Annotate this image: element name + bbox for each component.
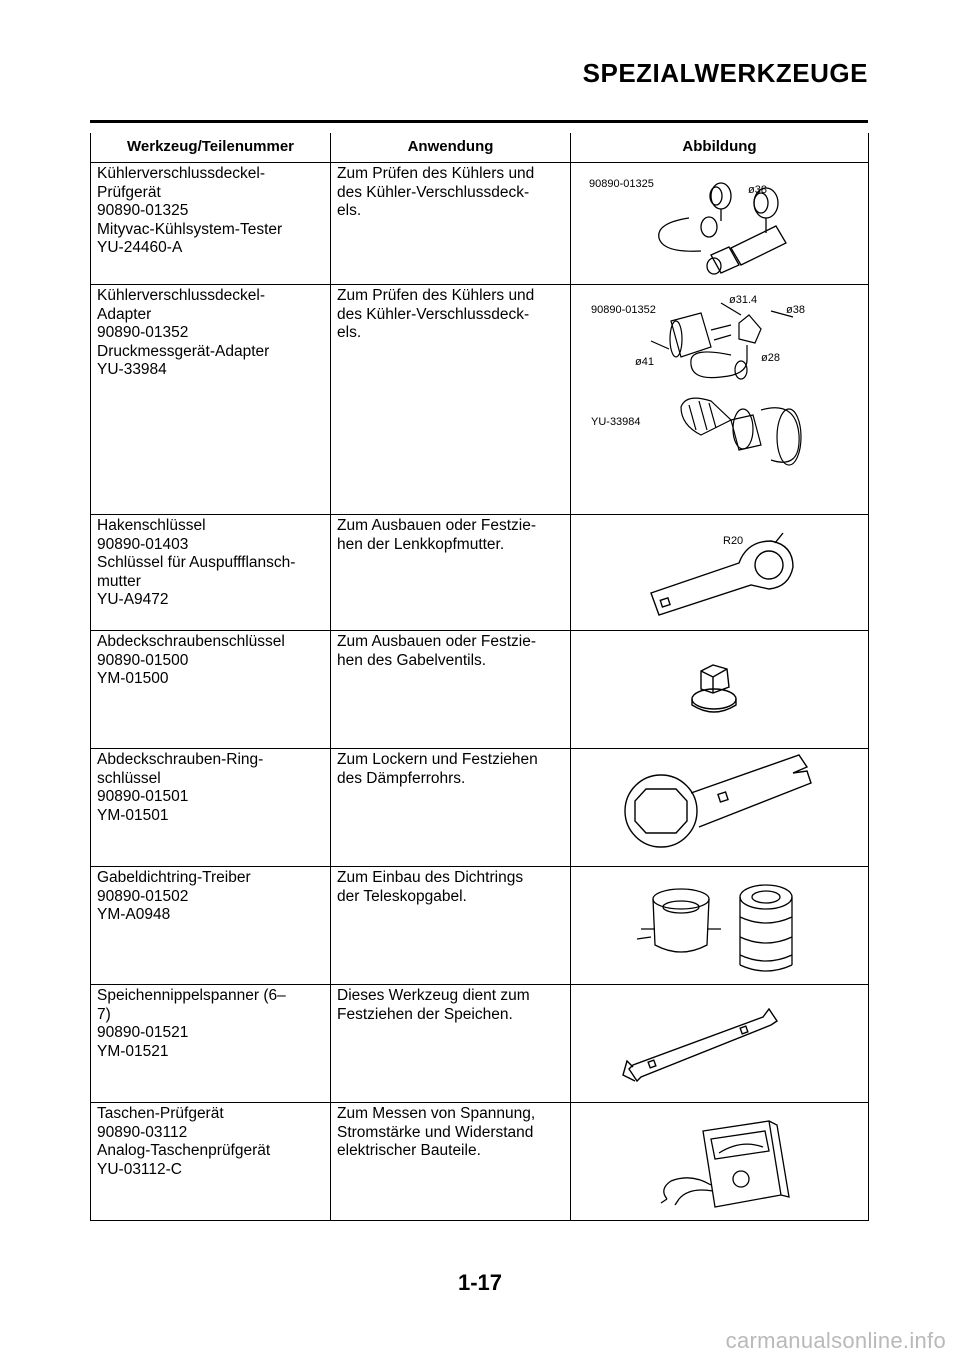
- column-header-figure: Abbildung: [571, 133, 869, 163]
- table-row: [91, 515, 869, 631]
- use-cell: Zum Lockern und Festziehen des Dämpferrohrs.: [331, 749, 571, 867]
- figure-label: ø31.4: [729, 294, 758, 306]
- use-cell: Zum Messen von Spannung, Stromstärke und Widerstand elektrischer Bauteile.: [331, 1103, 571, 1221]
- figure-label: 90890-01352: [591, 304, 656, 316]
- figure-label: YU-33984: [591, 416, 641, 428]
- figure-cell: [571, 749, 869, 867]
- use-cell: Zum Einbau des Dichtrings der Teleskopgabel.: [331, 867, 571, 985]
- ring-wrench-icon: [571, 749, 867, 865]
- table-row: [91, 985, 869, 1103]
- table-row: [91, 163, 869, 285]
- table-row: [91, 1103, 869, 1221]
- cap-bolt-wrench-icon: [571, 631, 867, 747]
- use-cell: Zum Prüfen des Kühlers und des Kühler-Verschlussdeck- els.: [331, 285, 571, 515]
- tool-cell: Taschen-Prüfgerät 90890-03112 Analog-Taschenprüfgerät YU-03112-C: [91, 1103, 331, 1221]
- column-header-tool: Werkzeug/Teilenummer: [91, 133, 331, 163]
- figure-label: ø28: [761, 352, 780, 364]
- table-header-row: [91, 133, 869, 163]
- figure-cell: [571, 1103, 869, 1221]
- figure-cell: [571, 163, 869, 285]
- column-header-use: Anwendung: [331, 133, 571, 163]
- page-number: 1-17: [457, 1270, 503, 1295]
- special-tools-table: [90, 133, 869, 1221]
- figure-cell: [571, 515, 869, 631]
- pocket-tester-icon: [571, 1103, 867, 1219]
- use-cell: Dieses Werkzeug dient zum Festziehen der Speichen.: [331, 985, 571, 1103]
- tool-cell: Hakenschlüssel 90890-01403 Schlüssel für Auspuffflansch- mutter YU-A9472: [91, 515, 331, 631]
- header-rule: [90, 120, 868, 123]
- figure-cell: [571, 985, 869, 1103]
- figure-cell: [571, 285, 869, 515]
- fork-seal-driver-icon: [571, 867, 867, 983]
- tool-cell: Kühlerverschlussdeckel- Prüfgerät 90890-01325 Mityvac-Kühlsystem-Tester YU-24460-A: [91, 163, 331, 285]
- figure-label: ø38: [748, 184, 767, 196]
- figure-label: ø41: [635, 356, 654, 368]
- figure-label: 90890-01325: [589, 178, 654, 190]
- watermark: carmanualsonline.info: [725, 1328, 946, 1353]
- table-row: [91, 631, 869, 749]
- use-cell: Zum Ausbauen oder Festzie- hen der Lenkkopfmutter.: [331, 515, 571, 631]
- figure-cell: [571, 867, 869, 985]
- figure-label: R20: [723, 535, 744, 547]
- tool-cell: Abdeckschraubenschlüssel 90890-01500 YM-01500: [91, 631, 331, 749]
- table-row: [91, 867, 869, 985]
- table-row: [91, 285, 869, 515]
- tool-cell: Gabeldichtring-Treiber 90890-01502 YM-A0948: [91, 867, 331, 985]
- figure-cell: [571, 631, 869, 749]
- use-cell: Zum Ausbauen oder Festzie- hen des Gabelventils.: [331, 631, 571, 749]
- tool-cell: Speichennippelspanner (6– 7) 90890-01521 YM-01521: [91, 985, 331, 1103]
- figure-label: ø38: [786, 304, 805, 316]
- tool-cell: Kühlerverschlussdeckel- Adapter 90890-01352 Druckmessgerät-Adapter YU-33984: [91, 285, 331, 515]
- page-title: SPEZIALWERKZEUGE: [582, 58, 868, 88]
- use-cell: Zum Prüfen des Kühlers und des Kühler-Verschlussdeck- els.: [331, 163, 571, 285]
- table-row: [91, 749, 869, 867]
- hook-wrench-icon: [571, 515, 867, 629]
- spoke-nipple-wrench-icon: [571, 985, 867, 1101]
- tool-cell: Abdeckschrauben-Ring- schlüssel 90890-01501 YM-01501: [91, 749, 331, 867]
